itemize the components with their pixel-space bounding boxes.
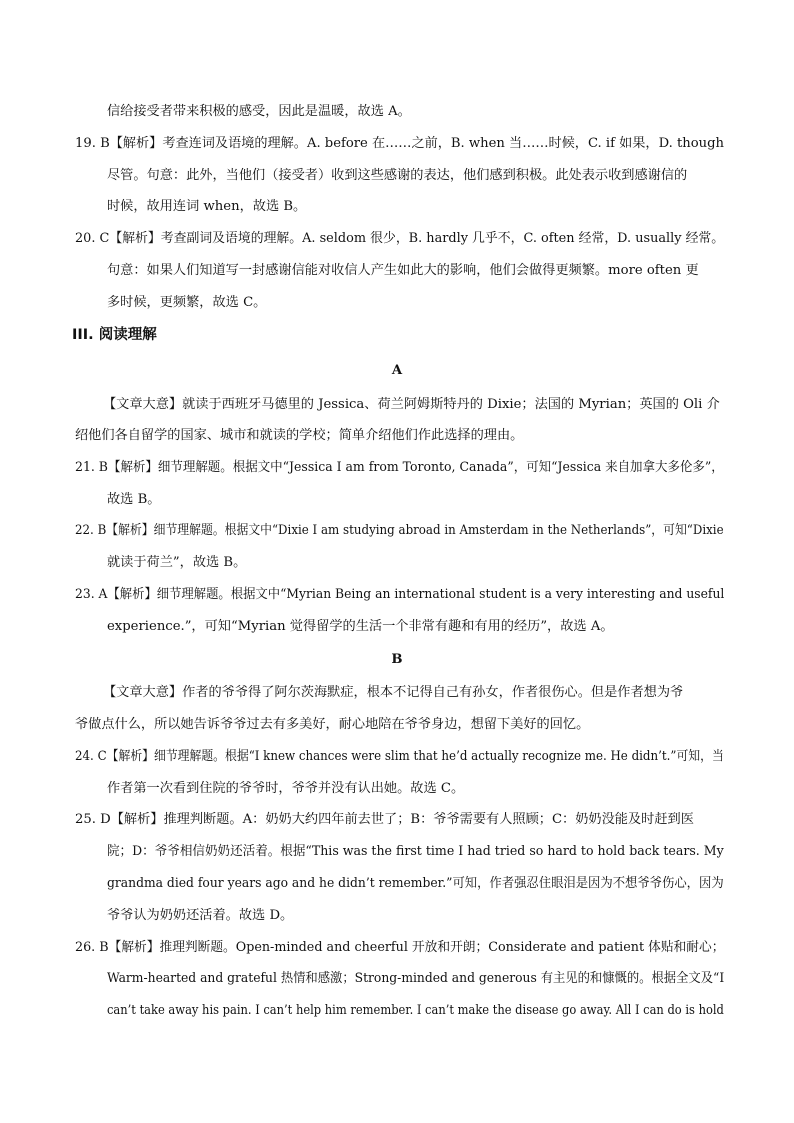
part-a-heading: A [391,363,403,378]
answer-26-line-2: Warm-hearted and grateful 热情和感激；Strong-minded and generous 有主见的和慷慨的。根据全文及“I [107,971,725,986]
answer-20-line-2: 句意：如果人们知道写一封感谢信能对收信人产生如此大的影响，他们会做得更频繁。more often 更 [107,263,699,278]
answer-21-line-2: 故选 B。 [107,492,161,507]
answer-26-line-1: 26. B【解析】推理判断题。Open-minded and cheerful 开放和开朗；Considerate and patient 体贴和耐心； [75,940,725,955]
answer-26-line-3: can’t take away his pain. I can’t help him remember. I can’t make the disease go away. All I can do is hold [107,1003,724,1018]
summary-b-line-1: 【文章大意】作者的爷爷得了阿尔茨海默症，根本不记得自己有孙女，作者很伤心。但是作者想为爷 [103,685,684,700]
answer-25-line-3: grandma died four years ago and he didn’t remember.”可知，作者强忍住眼泪是因为不想爷爷伤心，因为 [107,876,724,891]
answer-22-line-2: 就读于荷兰”，故选 B。 [107,555,247,570]
summary-b-line-2: 爷做点什么，所以她告诉爷爷过去有多美好，耐心地陪在爷爷身边，想留下美好的回忆。 [75,717,590,732]
answer-line: 信给接受者带来积极的感受，因此是温暖，故选 A。 [107,104,411,119]
answer-22-line-1: 22. B【解析】细节理解题。根据文中“Dixie I am studying abroad in Amsterdam in the Netherlands”，可知“Dixie [75,523,724,538]
answer-25-line-2: 院；D：爷爷相信奶奶还活着。根据“This was the first time I had tried so hard to hold back tears. My [107,844,724,859]
answer-19-line-3: 时候，故用连词 when，故选 B。 [107,199,307,214]
answer-21-line-1: 21. B【解析】细节理解题。根据文中“Jessica I am from Toronto, Canada”，可知“Jessica 来自加拿大多伦多”， [75,460,724,475]
answer-19-line-1: 19. B【解析】考查连词及语境的理解。A. before 在……之前，B. when 当……时候，C. if 如果，D. though [75,136,725,151]
summary-a-line-2: 绍他们各自留学的国家、城市和就读的学校；简单介绍他们作此选择的理由。 [75,428,524,443]
answer-25-line-1: 25. D【解析】推理判断题。A：奶奶大约四年前去世了；B：爷爷需要有人照顾；C：奶奶没能及时赶到医 [75,812,694,827]
answer-24-line-1: 24. C【解析】细节理解题。根据“I knew chances were slim that he’d actually recognize me. He didn’t.”可知，当 [75,749,724,764]
section-heading: III. 阅读理解 [72,327,157,343]
part-b-heading: B [391,652,403,667]
answer-25-line-4: 爷爷认为奶奶还活着。故选 D。 [107,908,294,923]
answer-23-line-1: 23. A【解析】细节理解题。根据文中“Myrian Being an international student is a very interesting and useful [75,587,725,602]
answer-23-line-2: experience.”，可知“Myrian 觉得留学的生活一个非常有趣和有用的经历”，故选 A。 [107,619,614,634]
answer-19-line-2: 尽管。句意：此外，当他们（接受者）收到这些感谢的表达，他们感到积极。此处表示收到感谢信的 [107,168,688,183]
answer-20-line-1: 20. C【解析】考查副词及语境的理解。A. seldom 很少，B. hardly 几乎不，C. often 经常，D. usually 经常。 [75,231,725,246]
summary-a-line-1: 【文章大意】就读于西班牙马德里的 Jessica、荷兰阿姆斯特丹的 Dixie；法国的 Myrian；英国的 Oli 介 [103,397,720,412]
answer-24-line-2: 作者第一次看到住院的爷爷时，爷爷并没有认出她。故选 C。 [107,781,465,796]
answer-20-line-3: 多时候，更频繁，故选 C。 [107,295,267,310]
